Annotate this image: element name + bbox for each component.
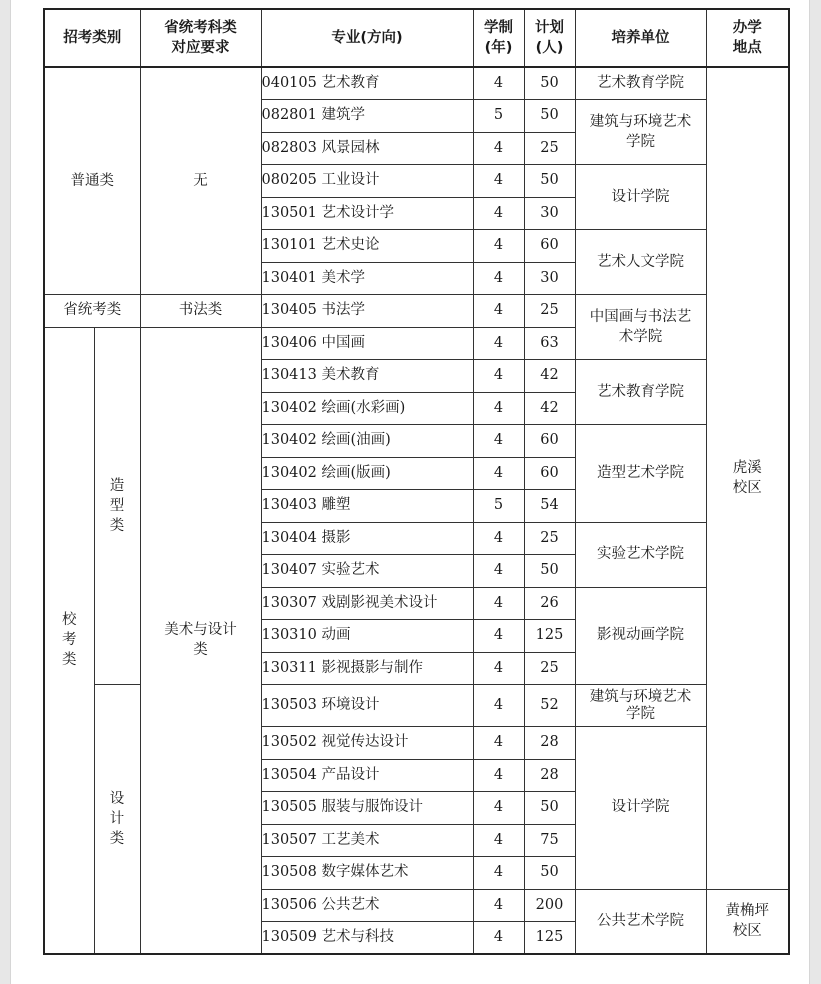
plan-cell: 60	[524, 457, 575, 490]
plan-cell: 26	[524, 587, 575, 620]
header-provincial-requirement: 省统考科类 对应要求	[140, 9, 261, 67]
years-cell: 4	[473, 857, 524, 890]
years-cell: 4	[473, 230, 524, 263]
unit-cell: 建筑与环境艺术学院	[575, 100, 706, 165]
years-cell: 4	[473, 197, 524, 230]
unit-cell: 艺术教育学院	[575, 67, 706, 100]
unit-cell: 设计学院	[575, 165, 706, 230]
major-cell: 130101 艺术史论	[261, 230, 473, 263]
years-cell: 4	[473, 392, 524, 425]
plan-cell: 63	[524, 327, 575, 360]
plan-cell: 28	[524, 759, 575, 792]
plan-cell: 50	[524, 792, 575, 825]
plan-cell: 42	[524, 392, 575, 425]
group-school: 校考类	[44, 327, 94, 954]
years-cell: 4	[473, 327, 524, 360]
plan-cell: 75	[524, 824, 575, 857]
table-row	[44, 295, 789, 328]
major-cell: 130402 绘画(版画)	[261, 457, 473, 490]
major-cell: 130404 摄影	[261, 522, 473, 555]
years-cell: 4	[473, 132, 524, 165]
plan-cell: 60	[524, 425, 575, 458]
years-cell: 4	[473, 889, 524, 922]
years-cell: 4	[473, 165, 524, 198]
header-years: 学制 (年)	[473, 9, 524, 67]
group-general: 普通类	[44, 67, 140, 295]
plan-cell: 50	[524, 165, 575, 198]
major-cell: 130310 动画	[261, 620, 473, 653]
major-cell: 130407 实验艺术	[261, 555, 473, 588]
group-school-requirement: 美术与设计类	[140, 327, 261, 954]
major-cell: 130406 中国画	[261, 327, 473, 360]
plan-cell: 200	[524, 889, 575, 922]
major-cell: 040105 艺术教育	[261, 67, 473, 100]
major-cell: 130505 服装与服饰设计	[261, 792, 473, 825]
years-cell: 4	[473, 457, 524, 490]
plan-cell: 30	[524, 197, 575, 230]
campus-huxi: 虎溪校区	[706, 67, 789, 889]
years-cell: 4	[473, 425, 524, 458]
group-provincial: 省统考类	[44, 295, 140, 328]
plan-cell: 28	[524, 727, 575, 760]
years-cell: 5	[473, 490, 524, 523]
unit-cell: 公共艺术学院	[575, 889, 706, 954]
unit-cell: 实验艺术学院	[575, 522, 706, 587]
unit-cell: 设计学院	[575, 727, 706, 890]
years-cell: 5	[473, 100, 524, 133]
plan-cell: 50	[524, 857, 575, 890]
major-cell: 130501 艺术设计学	[261, 197, 473, 230]
major-cell: 130413 美术教育	[261, 360, 473, 393]
major-cell: 130506 公共艺术	[261, 889, 473, 922]
unit-cell: 艺术人文学院	[575, 230, 706, 295]
plan-cell: 25	[524, 132, 575, 165]
years-cell: 4	[473, 555, 524, 588]
years-cell: 4	[473, 522, 524, 555]
plan-cell: 125	[524, 922, 575, 955]
major-cell: 130508 数字媒体艺术	[261, 857, 473, 890]
major-cell: 130401 美术学	[261, 262, 473, 295]
plan-cell: 50	[524, 100, 575, 133]
years-cell: 4	[473, 652, 524, 685]
group-provincial-requirement: 书法类	[140, 295, 261, 328]
plan-cell: 125	[524, 620, 575, 653]
major-cell: 130509 艺术与科技	[261, 922, 473, 955]
plan-cell: 42	[524, 360, 575, 393]
plan-cell: 25	[524, 295, 575, 328]
years-cell: 4	[473, 792, 524, 825]
header-campus: 办学 地点	[706, 9, 789, 67]
years-cell: 4	[473, 360, 524, 393]
years-cell: 4	[473, 824, 524, 857]
header-plan: 计划 (人)	[524, 9, 575, 67]
major-cell: 130405 书法学	[261, 295, 473, 328]
major-cell: 082801 建筑学	[261, 100, 473, 133]
plan-cell: 50	[524, 67, 575, 100]
plan-cell: 54	[524, 490, 575, 523]
major-cell: 130507 工艺美术	[261, 824, 473, 857]
years-cell: 4	[473, 922, 524, 955]
major-cell: 130402 绘画(水彩画)	[261, 392, 473, 425]
unit-cell: 艺术教育学院	[575, 360, 706, 425]
years-cell: 4	[473, 759, 524, 792]
major-cell: 130311 影视摄影与制作	[261, 652, 473, 685]
years-cell: 4	[473, 587, 524, 620]
document-page	[10, 0, 810, 984]
plan-cell: 30	[524, 262, 575, 295]
header-category: 招考类别	[44, 9, 140, 67]
unit-cell: 造型艺术学院	[575, 425, 706, 523]
header-major: 专业(方向)	[261, 9, 473, 67]
group-modeling: 造型类	[94, 327, 140, 685]
plan-cell: 50	[524, 555, 575, 588]
years-cell: 4	[473, 67, 524, 100]
table-row	[44, 67, 789, 100]
major-cell: 080205 工业设计	[261, 165, 473, 198]
years-cell: 4	[473, 262, 524, 295]
major-cell: 130503 环境设计	[261, 685, 473, 727]
plan-cell: 25	[524, 652, 575, 685]
unit-cell: 中国画与书法艺术学院	[575, 295, 706, 360]
major-cell: 130502 视觉传达设计	[261, 727, 473, 760]
years-cell: 4	[473, 727, 524, 760]
unit-cell: 影视动画学院	[575, 587, 706, 685]
major-cell: 130504 产品设计	[261, 759, 473, 792]
unit-cell: 建筑与环境艺术学院	[575, 685, 706, 727]
major-cell: 130402 绘画(油画)	[261, 425, 473, 458]
campus-huangjueping: 黄桷坪校区	[706, 889, 789, 954]
years-cell: 4	[473, 295, 524, 328]
major-cell: 082803 风景园林	[261, 132, 473, 165]
major-cell: 130403 雕塑	[261, 490, 473, 523]
header-unit: 培养单位	[575, 9, 706, 67]
header-row	[44, 9, 789, 67]
years-cell: 4	[473, 620, 524, 653]
group-general-requirement: 无	[140, 67, 261, 295]
major-cell: 130307 戏剧影视美术设计	[261, 587, 473, 620]
group-design: 设计类	[94, 685, 140, 955]
plan-cell: 60	[524, 230, 575, 263]
plan-cell: 25	[524, 522, 575, 555]
admission-plan-table	[43, 8, 790, 955]
years-cell: 4	[473, 685, 524, 727]
plan-cell: 52	[524, 685, 575, 727]
